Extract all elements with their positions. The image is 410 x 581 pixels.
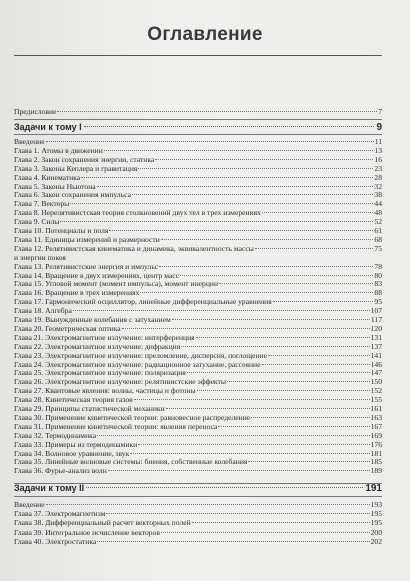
toc-entry-title: Глава 8. Нерелятивистская теория столкновений двух тел в трех измерениях — [14, 208, 261, 218]
toc-entry — [14, 235, 382, 244]
toc-entry-title: Глава 10. Потенциалы и поля — [14, 226, 109, 235]
toc-entry — [14, 164, 382, 173]
title-divider — [14, 55, 382, 56]
toc-leader-dots — [248, 461, 369, 462]
toc-leader-dots — [108, 470, 370, 471]
toc-entry-title: Глава 35. Линейные волновые системы: биения, собственные колебания — [14, 457, 248, 467]
toc-entry-title: Глава 5. Законы Ньютона — [14, 181, 96, 191]
toc-leader-dots — [155, 159, 373, 160]
section-title: Задачи к тому II — [14, 483, 85, 493]
toc-entry — [14, 190, 382, 199]
toc-leader-dots — [132, 194, 373, 195]
toc-entry-page: 23 — [374, 163, 382, 173]
toc-entry-title: Глава 22. Электромагнитное излучение: дифракция — [14, 341, 181, 351]
toc-leader-dots — [159, 266, 373, 267]
toc-entry — [14, 466, 382, 475]
toc-entry-page: 202 — [370, 536, 382, 546]
toc-entry-page: 88 — [374, 288, 382, 298]
toc-entry-page: 7 — [378, 107, 382, 116]
toc-leader-dots — [161, 532, 370, 533]
toc-entry-title: Глава 12. Релятивистская кинематика и динамика, эквивалентность массы — [14, 243, 254, 253]
toc-leader-dots — [262, 212, 373, 213]
toc-entry-page: 48 — [374, 208, 382, 218]
toc-leader-dots — [109, 230, 373, 231]
toc-entry — [14, 155, 382, 164]
toc-leader-dots — [134, 399, 370, 400]
toc-entry-page: 189 — [370, 466, 382, 476]
toc-leader-dots — [140, 292, 373, 293]
toc-entry-page: 147 — [370, 368, 382, 378]
toc-entry-page: 120 — [370, 323, 382, 333]
toc-entry-page: 28 — [374, 172, 382, 182]
toc-entry-page: 195 — [370, 518, 382, 528]
toc-leader-dots — [196, 337, 370, 338]
section-heading-vol1 — [14, 121, 382, 133]
toc-leader-dots — [187, 372, 370, 373]
toc-entry — [14, 386, 382, 395]
toc-entry — [14, 351, 382, 360]
toc-entry-page: 68 — [374, 234, 382, 244]
toc-entry-title: Глава 21. Электромагнитное излучение: интерференция — [14, 332, 195, 342]
toc-entry-title: Глава 9. Силы — [14, 217, 60, 227]
toc-entry — [14, 208, 382, 217]
toc-entry-title: Глава 3. Законы Кеплера и гравитация — [14, 163, 138, 173]
toc-entry — [14, 509, 382, 518]
toc-entry — [14, 262, 382, 271]
toc-entry — [14, 449, 382, 458]
toc-entry — [14, 518, 382, 527]
toc-entry — [14, 297, 382, 306]
toc-entry-page: 195 — [370, 509, 382, 519]
toc-entry-title: Предисловие — [14, 107, 57, 116]
toc-leader-dots — [46, 504, 370, 505]
toc-leader-dots — [255, 248, 374, 249]
toc-entry-page: 95 — [374, 297, 382, 307]
toc-leader-dots — [262, 364, 370, 365]
toc-leader-dots — [84, 126, 375, 127]
toc-entry — [14, 528, 382, 537]
toc-leader-dots — [161, 239, 374, 240]
toc-entry-page: 137 — [370, 341, 382, 351]
toc-entry — [14, 500, 382, 509]
toc-entry-title: Глава 6. Закон сохранения импульса — [14, 190, 131, 200]
toc-entry-title: Глава 25. Электромагнитное излучение: поляризация — [14, 368, 186, 378]
section-title: Задачи к тому I — [14, 122, 82, 132]
toc-entry — [14, 537, 382, 546]
toc-entry — [14, 253, 382, 262]
toc-leader-dots — [172, 319, 370, 320]
toc-entry — [14, 217, 382, 226]
toc-entry-page: 32 — [374, 181, 382, 191]
toc-entry — [14, 440, 382, 449]
toc-entry-page: 83 — [374, 279, 382, 289]
toc-leader-dots — [57, 111, 377, 112]
toc-entry — [14, 306, 382, 315]
toc-entry-title: Глава 19. Вынужденные колебания с затуханием — [14, 315, 171, 324]
toc-entry — [14, 244, 382, 253]
toc-entry-page: 193 — [370, 500, 382, 509]
toc-entry — [14, 324, 382, 333]
toc-leader-dots — [268, 355, 370, 356]
toc-entry-page: 80 — [374, 270, 382, 280]
toc-leader-dots — [273, 301, 374, 302]
toc-leader-dots — [166, 408, 370, 409]
toc-entry-page: 44 — [374, 199, 382, 209]
toc-entry — [14, 137, 382, 146]
toc-leader-dots — [130, 453, 369, 454]
toc-entry — [14, 457, 382, 466]
toc-entry — [14, 279, 382, 288]
toc-entry-title: Глава 28. Кинетическая теория газов — [14, 395, 133, 405]
toc-entry-title: Глава 4. Кинематика — [14, 172, 81, 182]
toc-entry — [14, 360, 382, 369]
page-title: Оглавление — [147, 24, 263, 45]
toc-entry — [14, 271, 382, 280]
toc-entry-title: Глава 14. Вращение в двух измерениях, центр масс — [14, 270, 180, 280]
toc-entry-title: Глава 13. Релятивистские энергия и импульс — [14, 261, 159, 271]
toc-leader-dots — [70, 203, 373, 204]
toc-entry — [14, 226, 382, 235]
toc-leader-dots — [180, 275, 373, 276]
toc-entry-page: 52 — [374, 217, 382, 227]
toc-entry-page: 61 — [374, 226, 382, 235]
toc-leader-dots — [104, 150, 374, 151]
toc-entry-title: Глава 34. Волновое уравнение, звук — [14, 448, 130, 458]
toc-entry-page: 107 — [370, 306, 382, 316]
toc-entry-title: Глава 17. Гармонический осциллятор, линейные дифференциальные уравнения — [14, 297, 272, 307]
toc-entry-page: 78 — [374, 261, 382, 271]
toc-entry-title: Глава 37. Электромагнетизм — [14, 509, 106, 519]
toc-entry — [14, 422, 382, 431]
toc-entry — [14, 333, 382, 342]
toc-entry-title: Глава 30. Применение кинетической теории: равновесное распределение — [14, 412, 251, 422]
toc-entry-title: Глава 20. Геометрическая оптика — [14, 323, 121, 333]
toc-entry-title: Глава 40. Электростатика — [14, 536, 97, 546]
toc-entry-page: 11 — [374, 137, 382, 146]
toc-entry — [14, 173, 382, 182]
toc-entry-title: Глава 36. Фурье-анализ волн — [14, 466, 107, 476]
toc-entry-page: 163 — [370, 412, 382, 422]
toc-entry-title: Глава 39. Интегральное исчисление векторов — [14, 527, 160, 537]
toc-leader-dots — [60, 221, 373, 222]
toc-entry — [14, 182, 382, 191]
toc-entry-preface — [14, 107, 382, 116]
section-divider — [14, 496, 382, 497]
toc-entry-page: 146 — [370, 359, 382, 369]
toc-leader-dots — [86, 487, 363, 488]
section-page: 191 — [365, 483, 382, 494]
toc-leader-dots — [97, 186, 374, 187]
toc-leader-dots — [251, 417, 369, 418]
toc-entry — [14, 431, 382, 440]
toc-leader-dots — [227, 381, 370, 382]
toc-entry-title: Глава 2. Закон сохранения энергии, статика — [14, 154, 155, 164]
toc-leader-dots — [197, 390, 370, 391]
toc-entry-title: Глава 27. Квантовые явления: волны, частицы и фотоны — [14, 386, 196, 396]
section-divider — [14, 134, 382, 135]
toc-entry — [14, 413, 382, 422]
toc-entry-title: Глава 38. Дифференциальный расчет векторных полей — [14, 518, 191, 528]
toc-leader-dots — [218, 426, 369, 427]
toc-entry-title: Глава 1. Атомы в движении — [14, 145, 103, 155]
toc-entry — [14, 315, 382, 324]
toc-entry-page: 152 — [370, 386, 382, 396]
toc-leader-dots — [106, 513, 369, 514]
toc-entry-title: Глава 15. Угловой момент (момент импульса), момент инерции — [14, 279, 219, 289]
toc-entry — [14, 146, 382, 155]
toc-leader-dots — [81, 177, 373, 178]
toc-entry — [14, 404, 382, 413]
toc-entry — [14, 199, 382, 208]
toc-entry-page: 150 — [370, 377, 382, 387]
toc-leader-dots — [73, 310, 370, 311]
toc-leader-dots — [181, 346, 369, 347]
toc-leader-dots — [138, 168, 373, 169]
toc-entry — [14, 395, 382, 404]
toc-entry-title: Глава 24. Электромагнитное излучение: радиационное затухание, рассеяние — [14, 359, 261, 369]
toc-entry-page: 185 — [370, 457, 382, 467]
toc-entry — [14, 288, 382, 297]
toc-entry-page: 141 — [370, 350, 382, 360]
toc-entry-page: 13 — [374, 145, 382, 155]
toc-entry — [14, 368, 382, 377]
section-page: 9 — [376, 122, 382, 133]
toc-entry-page: 155 — [370, 395, 382, 405]
toc-entry-title: Глава 29. Принципы статистической механики — [14, 404, 165, 413]
toc-leader-dots — [219, 283, 373, 284]
toc-entry-page: 169 — [370, 430, 382, 440]
toc-entry-page: 16 — [374, 154, 382, 164]
toc-leader-dots — [192, 522, 370, 523]
toc-entry-page: 181 — [370, 448, 382, 458]
toc-entry-title: Глава 18. Алгебра — [14, 306, 72, 316]
toc-entry-page: 176 — [370, 439, 382, 449]
toc-leader-dots — [97, 541, 369, 542]
toc-entry — [14, 342, 382, 351]
toc-entry — [14, 377, 382, 386]
toc-entry-page: 75 — [374, 243, 382, 253]
toc-entry-title: Глава 16. Вращение в трех измерениях — [14, 288, 140, 298]
toc-leader-dots — [122, 328, 370, 329]
toc-entry-page: 161 — [370, 404, 382, 413]
toc-leader-dots — [97, 435, 370, 436]
toc-entry-page: 38 — [374, 190, 382, 200]
toc-entry-title: Глава 33. Примеры из термодинамики — [14, 439, 138, 449]
toc-entry-title: Введение — [14, 137, 45, 146]
section-divider — [14, 119, 382, 120]
toc-leader-dots — [46, 141, 374, 142]
section-heading-vol2 — [14, 482, 382, 494]
toc-leader-dots — [138, 444, 369, 445]
toc-entry-page: 167 — [370, 421, 382, 431]
toc-entry-title: Глава 11. Единицы измерений и размерности — [14, 234, 160, 244]
toc-entry-title: Глава 26. Электромагнитное излучение: релятивистские эффекты — [14, 377, 226, 387]
toc-entry-title: Глава 7. Векторы — [14, 199, 70, 209]
toc-entry-page: 117 — [370, 315, 382, 324]
toc-entry-title: Введение — [14, 500, 45, 509]
toc-entry-page: 131 — [370, 332, 382, 342]
toc-entry-title: и энергии покоя — [14, 252, 66, 262]
toc-entry-title: Глава 31. Применение кинетической теории: явления переноса — [14, 421, 218, 431]
toc-entry-title: Глава 23. Электромагнитное излучение: преломление, дисперсия, поглощение — [14, 350, 267, 360]
toc-entry-page: 200 — [370, 527, 382, 537]
toc-entry-title: Глава 32. Термодинамика — [14, 430, 97, 440]
